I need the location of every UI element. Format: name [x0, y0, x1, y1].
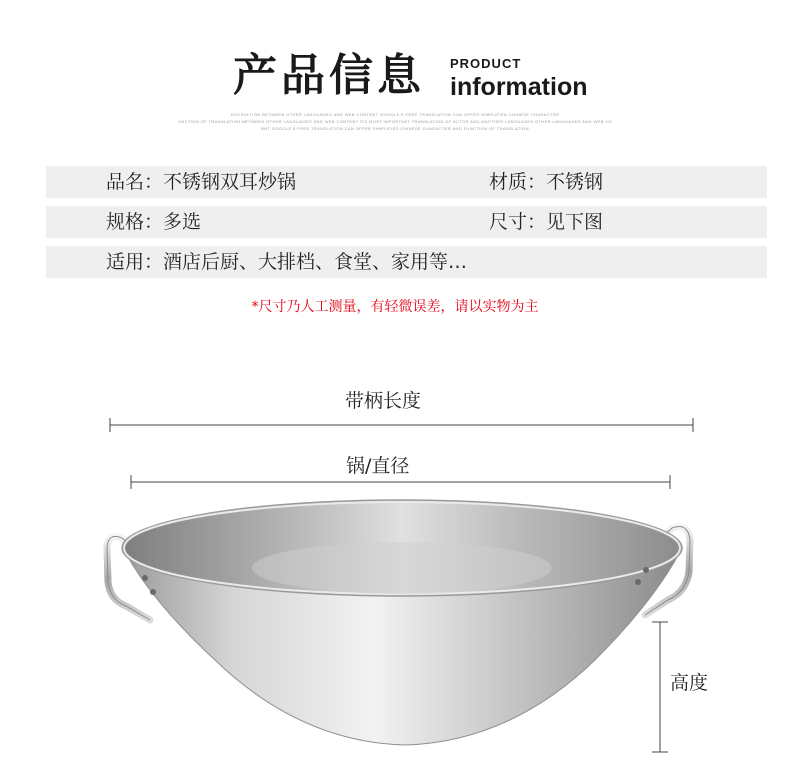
- fine-print-2: UNCTION OF TRANSLATION BETWEEN OTHER LANGUAGES AND WEB CONTENT ITS MOST IMPORTANT TRANSLATION OF ACTOR AND ANOTHER LANGUAGES OTHER LANGUAGES AND WEB VO: [178, 119, 612, 124]
- header: [0, 40, 790, 120]
- fine-print-3: BNT GOOGLE'S FREE TRANSLATION CAN OFFER SIMPLIFIED CHINESE CHARACTER AND FUNCTION OF TRANSLATION: [261, 126, 529, 131]
- info-row-name: [46, 166, 767, 198]
- measurement-note: *尺寸乃人工测量，有轻微误差，请以实物为主: [251, 299, 539, 315]
- usage: 适用：酒店后厨、大排档、食堂、家用等…: [106, 251, 468, 273]
- material: 材质：不锈钢: [489, 171, 604, 193]
- fine-print-1: DOCSULTION BETWEEN OTHER LANGUAGES AND WEB CONTENT GOOGLE'S FREE TRANSLATION CAN OFFER SIMPLIFIED CHINESE CHARACTER: [230, 112, 560, 117]
- info-row-usage: [46, 246, 767, 278]
- title-en-big: information: [450, 73, 588, 101]
- product-name: 品名：不锈钢双耳炒锅: [106, 171, 297, 193]
- height-label: 高度: [670, 672, 709, 694]
- diameter-label: 锅/直径: [346, 455, 410, 477]
- page-title: 产品信息: [233, 50, 425, 101]
- size: 尺寸：见下图: [489, 211, 604, 233]
- handle-length-dimension: [110, 418, 693, 432]
- info-row-spec: [46, 206, 767, 238]
- height-dimension: [652, 622, 668, 752]
- spec: 规格：多选: [106, 211, 202, 233]
- diameter-dimension: [131, 475, 670, 489]
- title-en-small: PRODUCT: [450, 56, 522, 71]
- wok-illustration: [0, 370, 790, 779]
- handle-length-label: 带柄长度: [345, 390, 422, 412]
